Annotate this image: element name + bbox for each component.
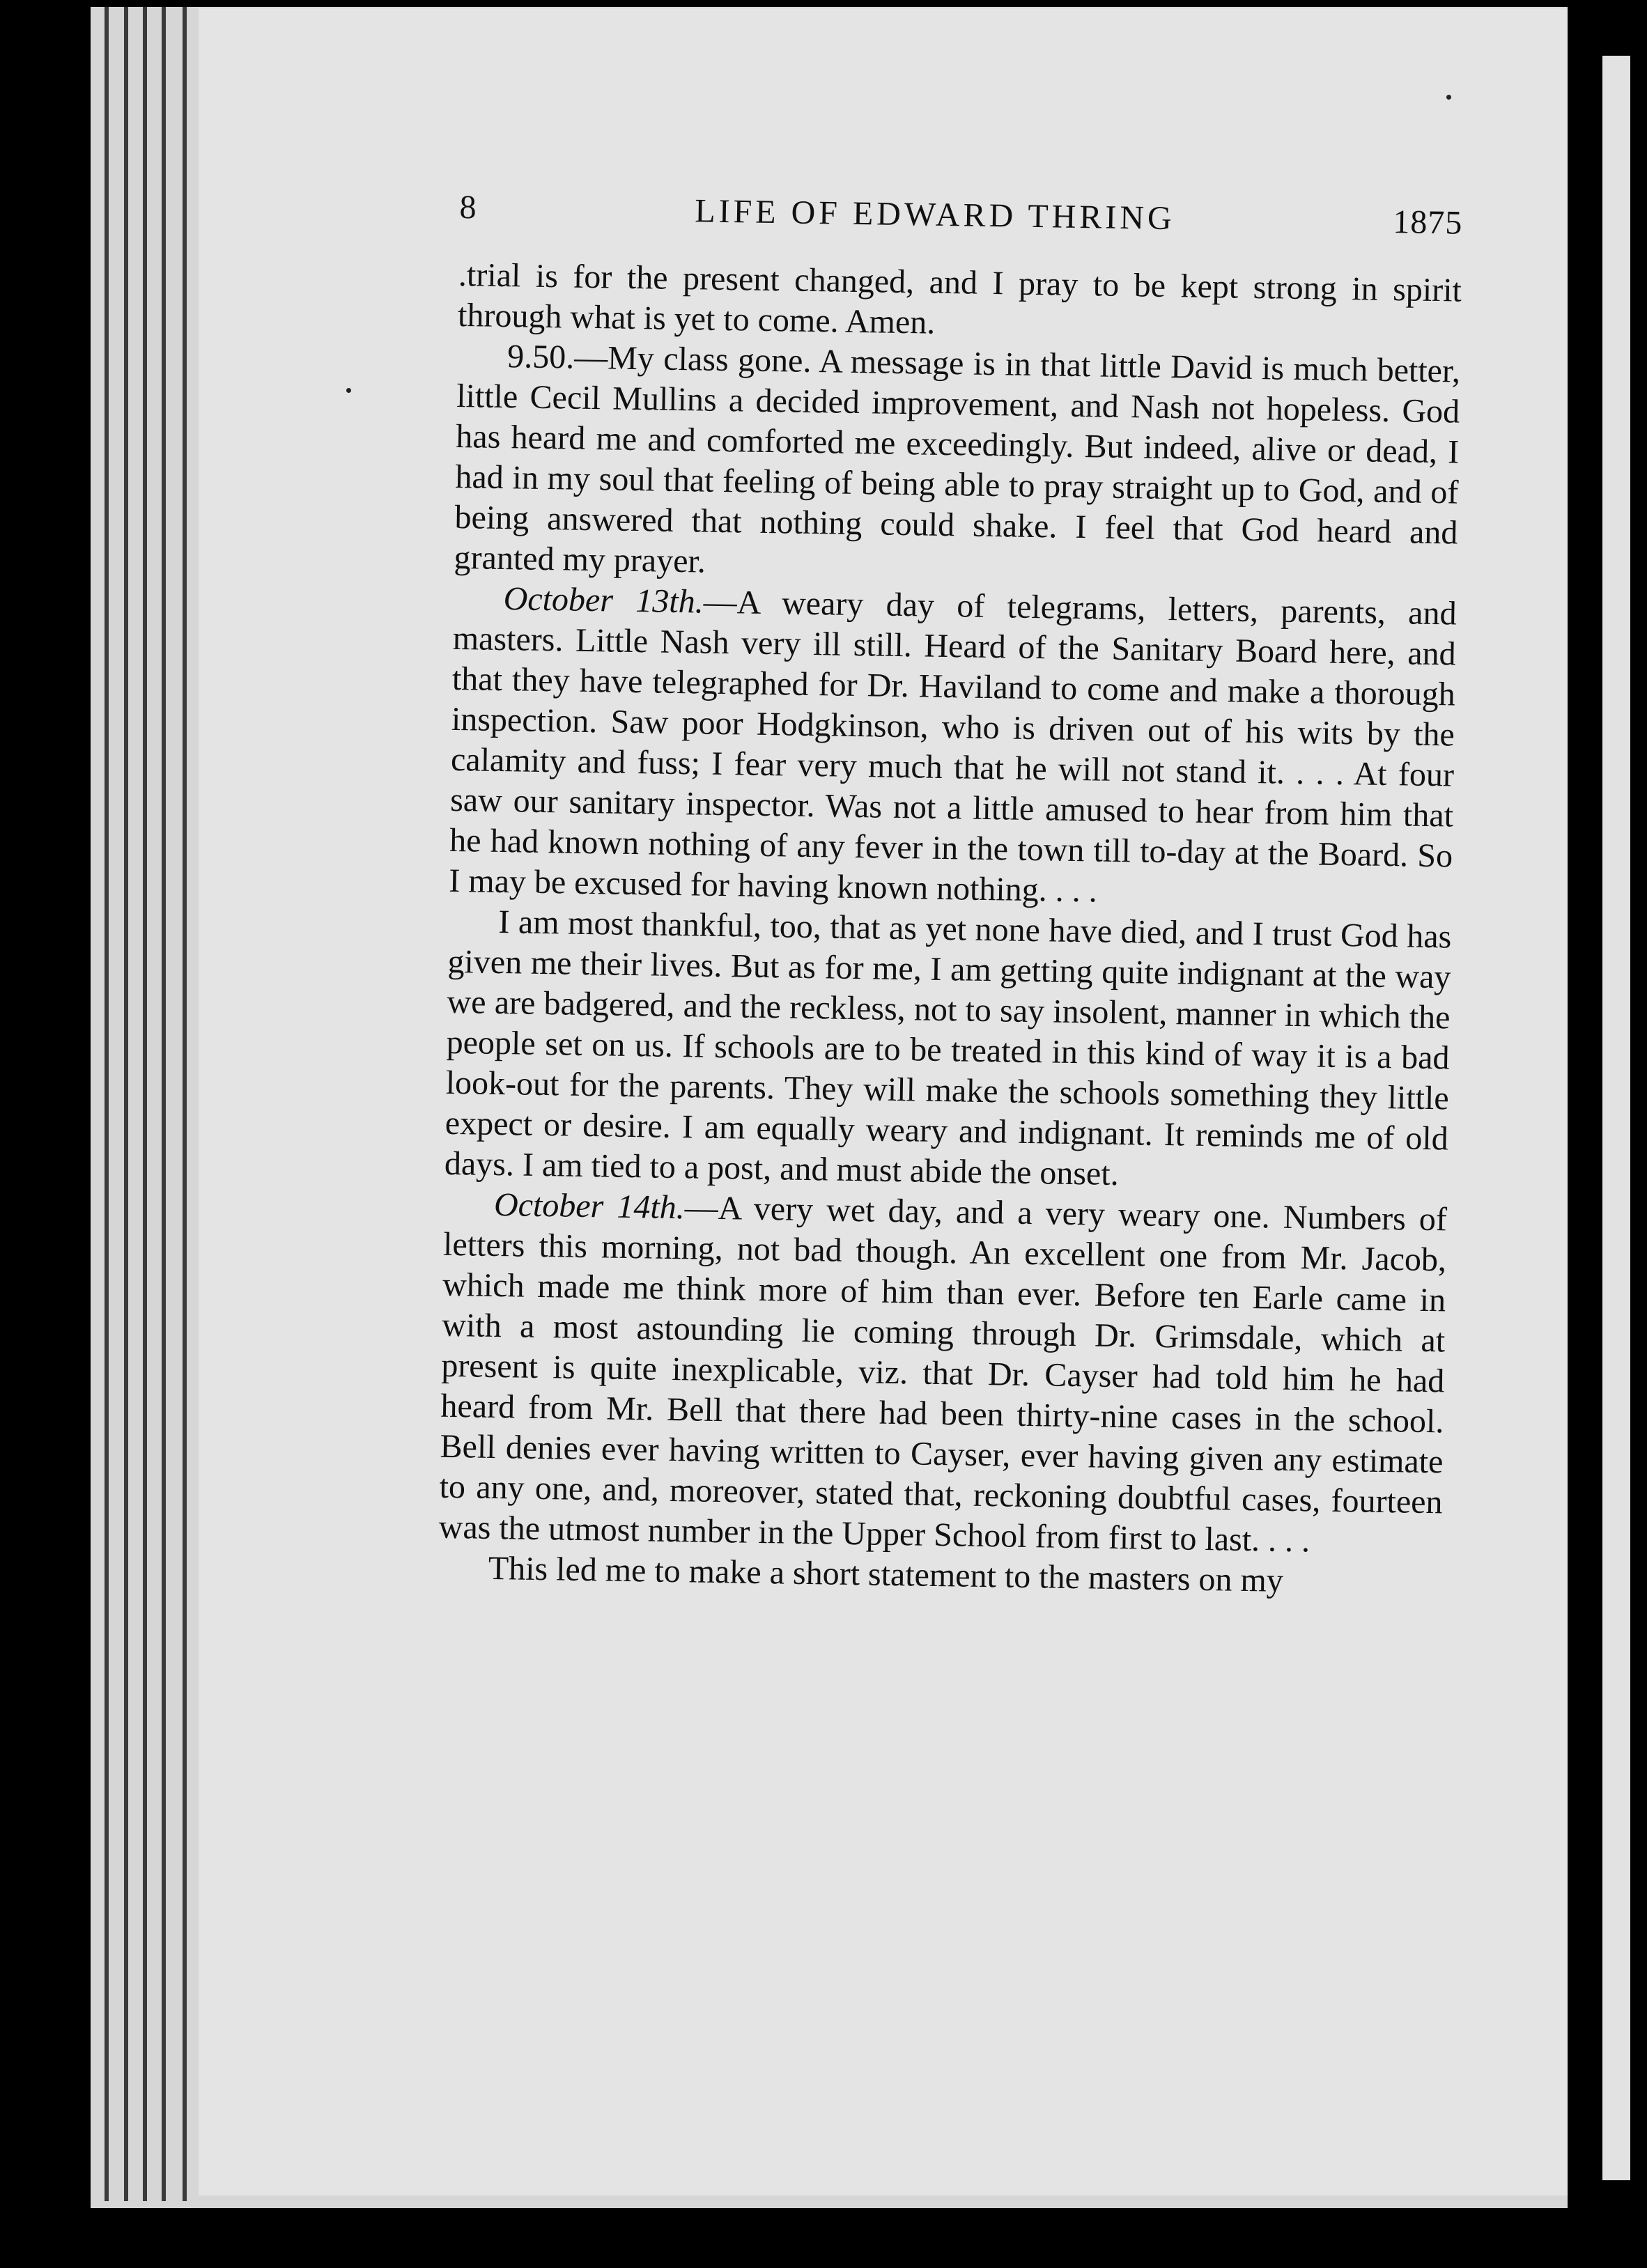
paragraph	[458, 255, 1462, 352]
page-edge-line	[183, 7, 187, 2201]
page-edge-line	[162, 7, 166, 2201]
running-title: LIFE OF EDWARD THRING	[694, 192, 1176, 238]
paragraph-text: This led me to make a short statement to the masters on my	[488, 1549, 1284, 1599]
paragraph-text: 9.50.—My class gone. A message is in that little David is much better, little Cecil Mullins a decided improvement, and Nash not hopeless. God has heard me and comforted me exceedingly. But indeed, alive or dead, I had in my soul that feeling of being able to pray straight up to God, and of being answered that nothing could shake. I feel that God heard and granted my prayer.	[454, 338, 1461, 580]
page-edge-line	[105, 7, 109, 2201]
paragraph-text: I am most thankful, too, that as yet none have died, and I trust God has given me their lives. But as for me, I am getting quite indignant at the way we are badgered, and the reckless, not to say insolent, manner in which the people set on us. If schools are to be treated in this kind of way it is a bad look-out for the parents. They will make the schools something they little expect or desire. I am equally weary and indignant. It reminds me of old days. I am tied to a post, and must abide the onset.	[444, 903, 1452, 1193]
diary-entry	[438, 1184, 1447, 1564]
scan-speck	[1446, 95, 1451, 100]
paragraph-text: —A weary day of telegrams, letters, parents, and masters. Little Nash very ill still. Heard of the Sanitary Board here, and that they have telegraphed for Dr. Haviland to come and make a thorough inspection. Saw poor Hodgkinson, who is driven out of his wits by the calamity and fuss; I fear very much that he will not stand it. . . . At four saw our sanitary inspector. Was not a little amused to hear from him that he had known nothing of any fever in the town till to-day at the Board. So I may be excused for having known nothing. . . .	[448, 583, 1457, 910]
entry-date: October 14th.	[493, 1186, 686, 1227]
entry-date: October 13th.	[503, 580, 704, 621]
paragraph-text: .trial is for the present changed, and I pray to be kept strong in spirit through what is yet to come. Amen.	[457, 256, 1462, 341]
scan-speck	[346, 388, 351, 393]
running-year: 1875	[1392, 203, 1463, 242]
page-edge-line	[143, 7, 147, 2201]
page-text	[438, 188, 1462, 1603]
diary-entry	[449, 578, 1457, 917]
page-edge-line	[124, 7, 128, 2201]
paragraph-text: —A very wet day, and a very weary one. Numbers of letters this morning, not bad though. An excellent one from Mr. Jacob, which made me think more of him than ever. Before ten Earle came in with a most astounding lie coming through Dr. Grimsdale, which at present is quite inexplicable, viz. that Dr. Cayser had told him he had heard from Mr. Bell that there had been thirty-nine cases in the school. Bell denies ever having written to Cayser, ever having given any estimate to any one, and, moreover, stated that, reckoning doubtful cases, fourteen was the utmost number in the Upper School from first to last. . . .	[438, 1189, 1448, 1560]
paragraph	[444, 901, 1452, 1200]
paragraph	[454, 336, 1460, 594]
facing-page-edge	[1602, 56, 1630, 2180]
page-number: 8	[459, 188, 477, 226]
